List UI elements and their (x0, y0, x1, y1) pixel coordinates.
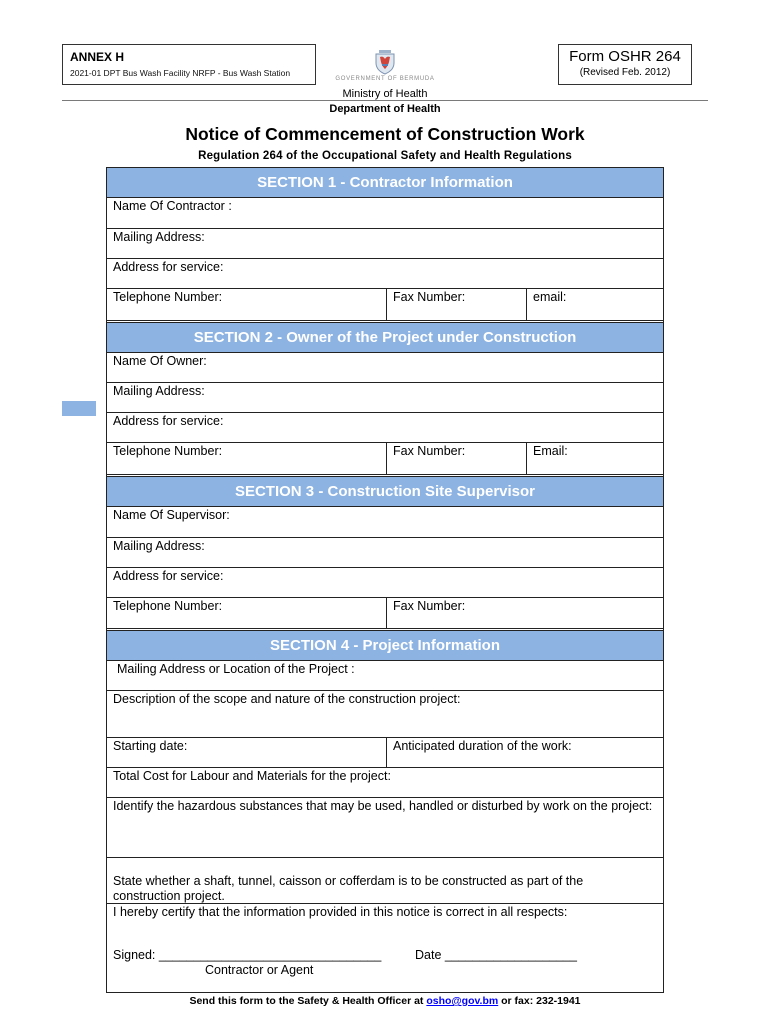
bermuda-crest-icon (373, 48, 397, 75)
owner-telephone-field[interactable] (107, 443, 387, 474)
footer-text-before: Send this form to the Safety & Health Officer at (189, 995, 427, 1007)
owner-mailing-address-field[interactable] (107, 383, 663, 412)
contractor-fax-field[interactable] (387, 289, 527, 320)
owner-service-address-label: Address for service: (113, 414, 224, 428)
contractor-mailing-address-field[interactable] (107, 229, 663, 258)
certification-statement: I hereby certify that the information provided in this notice is correct in all respects: (113, 905, 568, 919)
project-location-field[interactable] (107, 661, 663, 690)
section-3-title: SECTION 3 - Construction Site Supervisor (234, 482, 536, 500)
supervisor-telephone-label: Telephone Number: (113, 599, 223, 613)
shaft-tunnel-row (106, 857, 664, 904)
certification-block (106, 903, 664, 993)
section-4-title: SECTION 4 - Project Information (269, 636, 501, 654)
contractor-service-row (106, 258, 664, 289)
supervisor-name-field[interactable] (107, 507, 663, 537)
supervisor-mailing-address-field[interactable] (107, 538, 663, 567)
supervisor-service-address-label: Address for service: (113, 569, 224, 583)
supervisor-name-row (106, 506, 664, 538)
owner-fax-field[interactable] (387, 443, 527, 474)
government-label: GOVERNMENT OF BERMUDA (335, 76, 435, 82)
project-description-label: Description of the scope and nature of the construction project: (113, 692, 461, 706)
supervisor-name-label: Name Of Supervisor: (113, 508, 230, 522)
section-2-header (106, 322, 664, 353)
owner-name-row (106, 352, 664, 383)
supervisor-fax-field[interactable] (387, 598, 663, 628)
officer-email-link[interactable]: osho@gov.bm (426, 995, 499, 1007)
annex-title: ANNEX H (70, 50, 125, 64)
section-1-header (106, 167, 664, 198)
header-divider (62, 100, 708, 101)
owner-email-field[interactable] (527, 443, 663, 474)
signature-date-field[interactable]: Date ___________________ (415, 948, 577, 962)
contractor-name-row (106, 197, 664, 229)
owner-mailing-row (106, 382, 664, 413)
contractor-email-field[interactable] (527, 289, 663, 320)
owner-name-label: Name Of Owner: (113, 354, 207, 368)
annex-box (62, 44, 316, 85)
page-title: Notice of Commencement of Construction Work (185, 124, 585, 144)
project-description-row (106, 690, 664, 738)
contractor-service-address-label: Address for service: (113, 260, 224, 274)
contractor-email-label: email: (533, 290, 567, 304)
footer-instructions (0, 995, 770, 1008)
project-location-label: Mailing Address or Location of the Project : (117, 662, 355, 676)
owner-email-label: Email: (533, 444, 568, 458)
project-duration-label: Anticipated duration of the work: (393, 739, 572, 753)
project-description-field[interactable] (107, 691, 663, 737)
owner-telephone-label: Telephone Number: (113, 444, 223, 458)
supervisor-mailing-row (106, 537, 664, 568)
project-total-cost-field[interactable] (107, 768, 663, 797)
form-revision-date: (Revised Feb. 2012) (579, 67, 671, 78)
section-1-title: SECTION 1 - Contractor Information (257, 173, 513, 191)
owner-fax-label: Fax Number: (393, 444, 466, 458)
side-tab-marker (62, 401, 96, 416)
project-total-cost-label: Total Cost for Labour and Materials for the project: (113, 769, 391, 783)
owner-service-address-field[interactable] (107, 413, 663, 442)
signature-field[interactable]: Signed: ________________________________ (113, 948, 382, 962)
form-number-box (558, 44, 692, 85)
owner-name-field[interactable] (107, 353, 663, 382)
contractor-fax-label: Fax Number: (393, 290, 466, 304)
supervisor-service-row (106, 567, 664, 598)
section-2-title: SECTION 2 - Owner of the Project under Construction (193, 328, 577, 346)
contractor-name-field[interactable] (107, 198, 663, 228)
project-schedule-row (106, 737, 664, 768)
owner-contact-row (106, 442, 664, 475)
supervisor-mailing-address-label: Mailing Address: (113, 539, 205, 553)
ministry-name: Ministry of Health (342, 88, 428, 100)
project-cost-row (106, 767, 664, 798)
hazardous-substances-label: Identify the hazardous substances that may be used, handled or disturbed by work on the project: (113, 799, 653, 813)
contractor-name-label: Name Of Contractor : (113, 199, 232, 213)
footer-text-after: or fax: 232-1941 (498, 995, 581, 1007)
section-3-header (106, 476, 664, 507)
supervisor-contact-row (106, 597, 664, 629)
shaft-tunnel-statement-field[interactable] (107, 858, 663, 903)
hazardous-substances-field[interactable] (107, 798, 663, 857)
department-name: Department of Health (329, 103, 441, 115)
project-duration-field[interactable] (387, 738, 663, 767)
shaft-tunnel-statement-label: State whether a shaft, tunnel, caisson or cofferdam is to be constructed as part of the construction project. (113, 874, 584, 903)
contractor-telephone-field[interactable] (107, 289, 387, 320)
annex-subtitle: 2021-01 DPT Bus Wash Facility NRFP - Bus Wash Station (70, 68, 291, 78)
contractor-telephone-label: Telephone Number: (113, 290, 223, 304)
supervisor-telephone-field[interactable] (107, 598, 387, 628)
project-start-date-field[interactable] (107, 738, 387, 767)
contractor-mailing-row (106, 228, 664, 259)
project-start-date-label: Starting date: (113, 739, 188, 753)
signer-role-label: Contractor or Agent (205, 963, 314, 977)
contractor-contact-row (106, 288, 664, 321)
form-number: Form OSHR 264 (569, 48, 681, 65)
contractor-service-address-field[interactable] (107, 259, 663, 288)
supervisor-fax-label: Fax Number: (393, 599, 466, 613)
project-location-row (106, 660, 664, 691)
supervisor-service-address-field[interactable] (107, 568, 663, 597)
owner-mailing-address-label: Mailing Address: (113, 384, 205, 398)
owner-service-row (106, 412, 664, 443)
section-4-header (106, 630, 664, 661)
contractor-mailing-address-label: Mailing Address: (113, 230, 205, 244)
hazardous-substances-row (106, 797, 664, 858)
page-subtitle: Regulation 264 of the Occupational Safety and Health Regulations (198, 150, 572, 162)
